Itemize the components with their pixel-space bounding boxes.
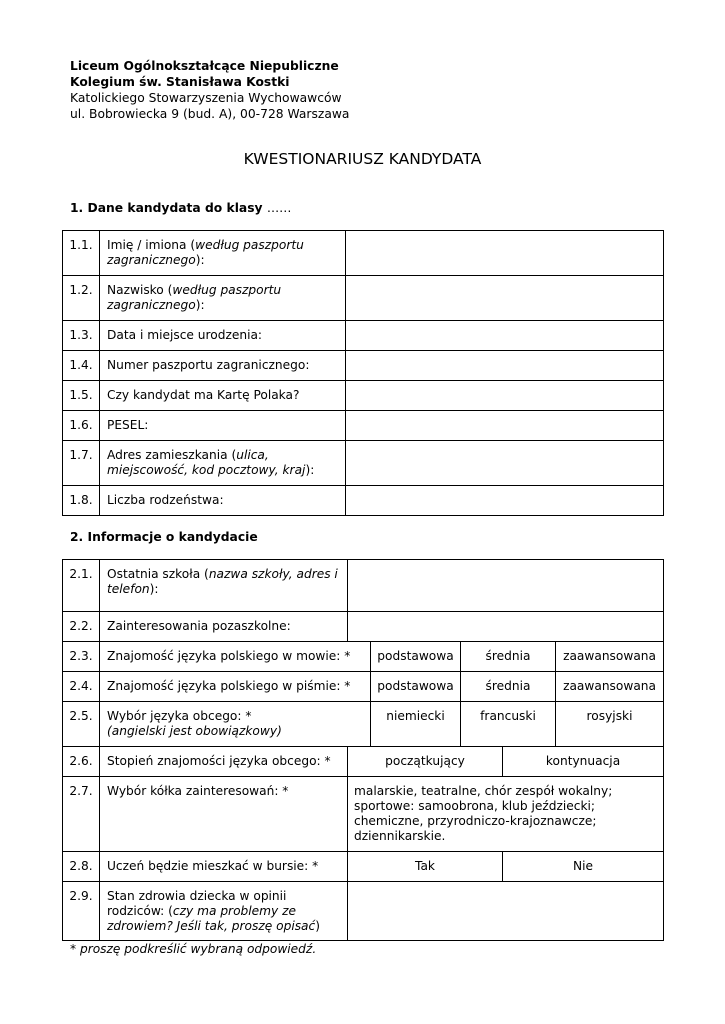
- row-label: Znajomość języka polskiego w mowie: *: [100, 642, 371, 672]
- option-podstawowa[interactable]: podstawowa: [371, 672, 461, 702]
- siblings-count-field[interactable]: [346, 486, 664, 516]
- pesel-field[interactable]: [346, 411, 664, 441]
- row-number: 1.4.: [63, 351, 100, 381]
- row-label: Stopień znajomości języka obcego: *: [100, 747, 348, 777]
- table-row: [63, 231, 664, 276]
- school-college: Kolegium św. Stanisława Kostki: [70, 75, 290, 89]
- table-row: [63, 381, 664, 411]
- passport-number-field[interactable]: [346, 351, 664, 381]
- interests-field[interactable]: [348, 612, 664, 642]
- option-poczatkujacy[interactable]: początkujący: [348, 747, 503, 777]
- table-row: [63, 612, 664, 642]
- health-status-field[interactable]: [348, 882, 664, 941]
- section-1-heading: 1. Dane kandydata do klasy ……: [70, 201, 292, 215]
- table-row: [63, 672, 664, 702]
- school-header: [70, 58, 349, 122]
- row-label: Ostatnia szkoła (nazwa szkoły, adres i telefon):: [100, 560, 348, 612]
- option-kontynuacja[interactable]: kontynuacja: [503, 747, 664, 777]
- table-row: [63, 321, 664, 351]
- option-zaawansowana[interactable]: zaawansowana: [556, 642, 664, 672]
- row-number: 2.1.: [63, 560, 100, 612]
- row-label: Adres zamieszkania (ulica, miejscowość, kod pocztowy, kraj):: [100, 441, 346, 486]
- option-francuski[interactable]: francuski: [461, 702, 556, 747]
- row-label: Nazwisko (według paszportu zagranicznego):: [100, 276, 346, 321]
- row-label: Wybór języka obcego: * (angielski jest obowiązkowy): [100, 702, 371, 747]
- table-row: [63, 642, 664, 672]
- address-field[interactable]: [346, 441, 664, 486]
- row-label: Liczba rodzeństwa:: [100, 486, 346, 516]
- row-number: 2.7.: [63, 777, 100, 852]
- birth-date-place-field[interactable]: [346, 321, 664, 351]
- row-number: 1.6.: [63, 411, 100, 441]
- row-label: Wybór kółka zainteresowań: *: [100, 777, 348, 852]
- option-tak[interactable]: Tak: [348, 852, 503, 882]
- table-row: [63, 852, 664, 882]
- row-label: Uczeń będzie mieszkać w bursie: *: [100, 852, 348, 882]
- table-row: [63, 747, 664, 777]
- school-association: Katolickiego Stowarzyszenia Wychowawców: [70, 91, 342, 105]
- table-row: [63, 486, 664, 516]
- row-label: Stan zdrowia dziecka w opinii rodziców: (czy ma problemy ze zdrowiem? Jeśli tak, proszę opisać): [100, 882, 348, 941]
- table-row: [63, 882, 664, 941]
- row-number: 1.3.: [63, 321, 100, 351]
- row-label: Data i miejsce urodzenia:: [100, 321, 346, 351]
- surname-field[interactable]: [346, 276, 664, 321]
- table-row: [63, 777, 664, 852]
- school-name: Liceum Ogólnokształcące Niepubliczne: [70, 59, 339, 73]
- school-address: ul. Bobrowiecka 9 (bud. A), 00-728 Warszawa: [70, 107, 350, 121]
- row-number: 2.3.: [63, 642, 100, 672]
- row-label: Znajomość języka polskiego w piśmie: *: [100, 672, 371, 702]
- table-row: [63, 411, 664, 441]
- row-number: 2.5.: [63, 702, 100, 747]
- row-label: Czy kandydat ma Kartę Polaka?: [100, 381, 346, 411]
- row-label: Zainteresowania pozaszkolne:: [100, 612, 348, 642]
- option-podstawowa[interactable]: podstawowa: [371, 642, 461, 672]
- row-label: PESEL:: [100, 411, 346, 441]
- row-label: Imię / imiona (według paszportu zagranicznego):: [100, 231, 346, 276]
- row-number: 1.1.: [63, 231, 100, 276]
- table-row: [63, 441, 664, 486]
- first-name-field[interactable]: [346, 231, 664, 276]
- clubs-options[interactable]: malarskie, teatralne, chór zespół wokalny; sportowe: samoobrona, klub jeździecki; chemiczne, przyrodniczo-krajoznawcze; dziennikarskie.: [348, 777, 664, 852]
- row-label: Numer paszportu zagranicznego:: [100, 351, 346, 381]
- table-row: [63, 560, 664, 612]
- pole-card-field[interactable]: [346, 381, 664, 411]
- candidate-data-table: [62, 230, 664, 516]
- table-row: [63, 276, 664, 321]
- class-placeholder: ……: [266, 201, 292, 215]
- row-number: 1.2.: [63, 276, 100, 321]
- section-2-heading: 2. Informacje o kandydacie: [70, 530, 258, 544]
- footnote: * proszę podkreślić wybraną odpowiedź.: [70, 942, 317, 956]
- last-school-field[interactable]: [348, 560, 664, 612]
- row-number: 2.9.: [63, 882, 100, 941]
- row-number: 1.8.: [63, 486, 100, 516]
- option-niemiecki[interactable]: niemiecki: [371, 702, 461, 747]
- row-number: 2.2.: [63, 612, 100, 642]
- option-zaawansowana[interactable]: zaawansowana: [556, 672, 664, 702]
- option-rosyjski[interactable]: rosyjski: [556, 702, 664, 747]
- page-title: KWESTIONARIUSZ KANDYDATA: [243, 150, 482, 168]
- row-number: 1.5.: [63, 381, 100, 411]
- table-row: [63, 702, 664, 747]
- row-number: 2.4.: [63, 672, 100, 702]
- option-nie[interactable]: Nie: [503, 852, 664, 882]
- table-row: [63, 351, 664, 381]
- row-number: 1.7.: [63, 441, 100, 486]
- option-srednia[interactable]: średnia: [461, 672, 556, 702]
- option-srednia[interactable]: średnia: [461, 642, 556, 672]
- row-number: 2.8.: [63, 852, 100, 882]
- row-number: 2.6.: [63, 747, 100, 777]
- candidate-info-table: [62, 559, 664, 941]
